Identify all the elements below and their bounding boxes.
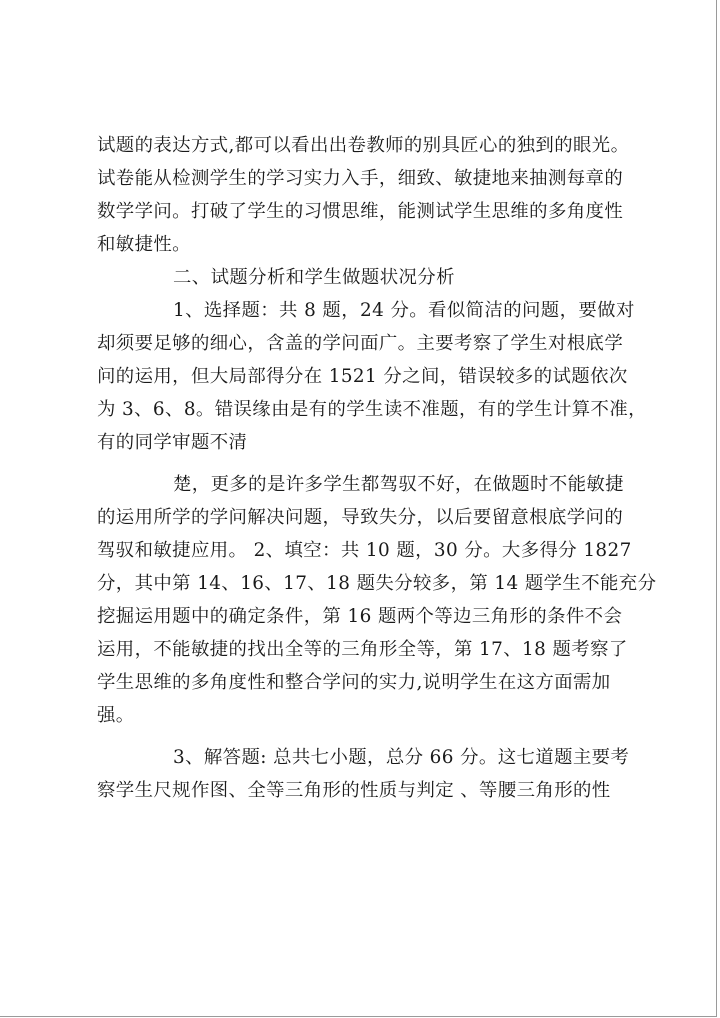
text-line: 3、解答题: 总共七小题，总分 66 分。这七道题主要考 <box>173 747 630 768</box>
text-line: 和敏捷性。 <box>97 234 191 255</box>
text-line: 有的同学审题不清 <box>97 432 248 453</box>
text-line: 察学生尺规作图、全等三角形的性质与判定 、等腰三角形的性 <box>97 780 611 801</box>
text-line: 楚，更多的是许多学生都驾驭不好，在做题时不能敏捷 <box>173 474 624 495</box>
text-line: 驾驭和敏捷应用。 2、填空：共 10 题，30 分。大多得分 1827 <box>97 540 632 561</box>
text-line: 1、选择题：共 8 题，24 分。看似简洁的问题，要做对 <box>173 300 635 321</box>
text-line: 学生思维的多角度性和整合学问的实力,说明学生在这方面需加 <box>97 672 611 693</box>
section-heading: 二、试题分析和学生做题状况分析 <box>173 267 455 288</box>
text-line: 的运用所学的学问解决问题，导致失分，以后要留意根底学问的 <box>97 507 624 528</box>
text-line: 试题的表达方式,都可以看出出卷教师的别具匠心的独到的眼光。 <box>97 135 630 156</box>
text-line: 数学学问。打破了学生的习惯思维，能测试学生思维的多角度性 <box>97 201 624 222</box>
text-line: 分，其中第 14、16、17、18 题失分较多，第 14 题学生不能充分 <box>97 573 657 594</box>
text-line: 运用，不能敏捷的找出全等的三角形全等，第 17、18 题考察了 <box>97 639 628 660</box>
text-line: 问的运用，但大局部得分在 1521 分之间，错误较多的试题依次 <box>97 366 628 387</box>
text-line: 挖掘运用题中的确定条件，第 16 题两个等边三角形的条件不会 <box>97 606 623 627</box>
text-line: 为 3、6、8。错误缘由是有的学生读不准题，有的学生计算不准， <box>97 399 647 420</box>
text-line: 强。 <box>97 705 135 726</box>
text-line: 却须要足够的细心，含盖的学问面广。主要考察了学生对根底学 <box>97 333 624 354</box>
text-line: 试卷能从检测学生的学习实力入手，细致、敏捷地来抽测每章的 <box>97 168 624 189</box>
body-text <box>97 129 657 807</box>
